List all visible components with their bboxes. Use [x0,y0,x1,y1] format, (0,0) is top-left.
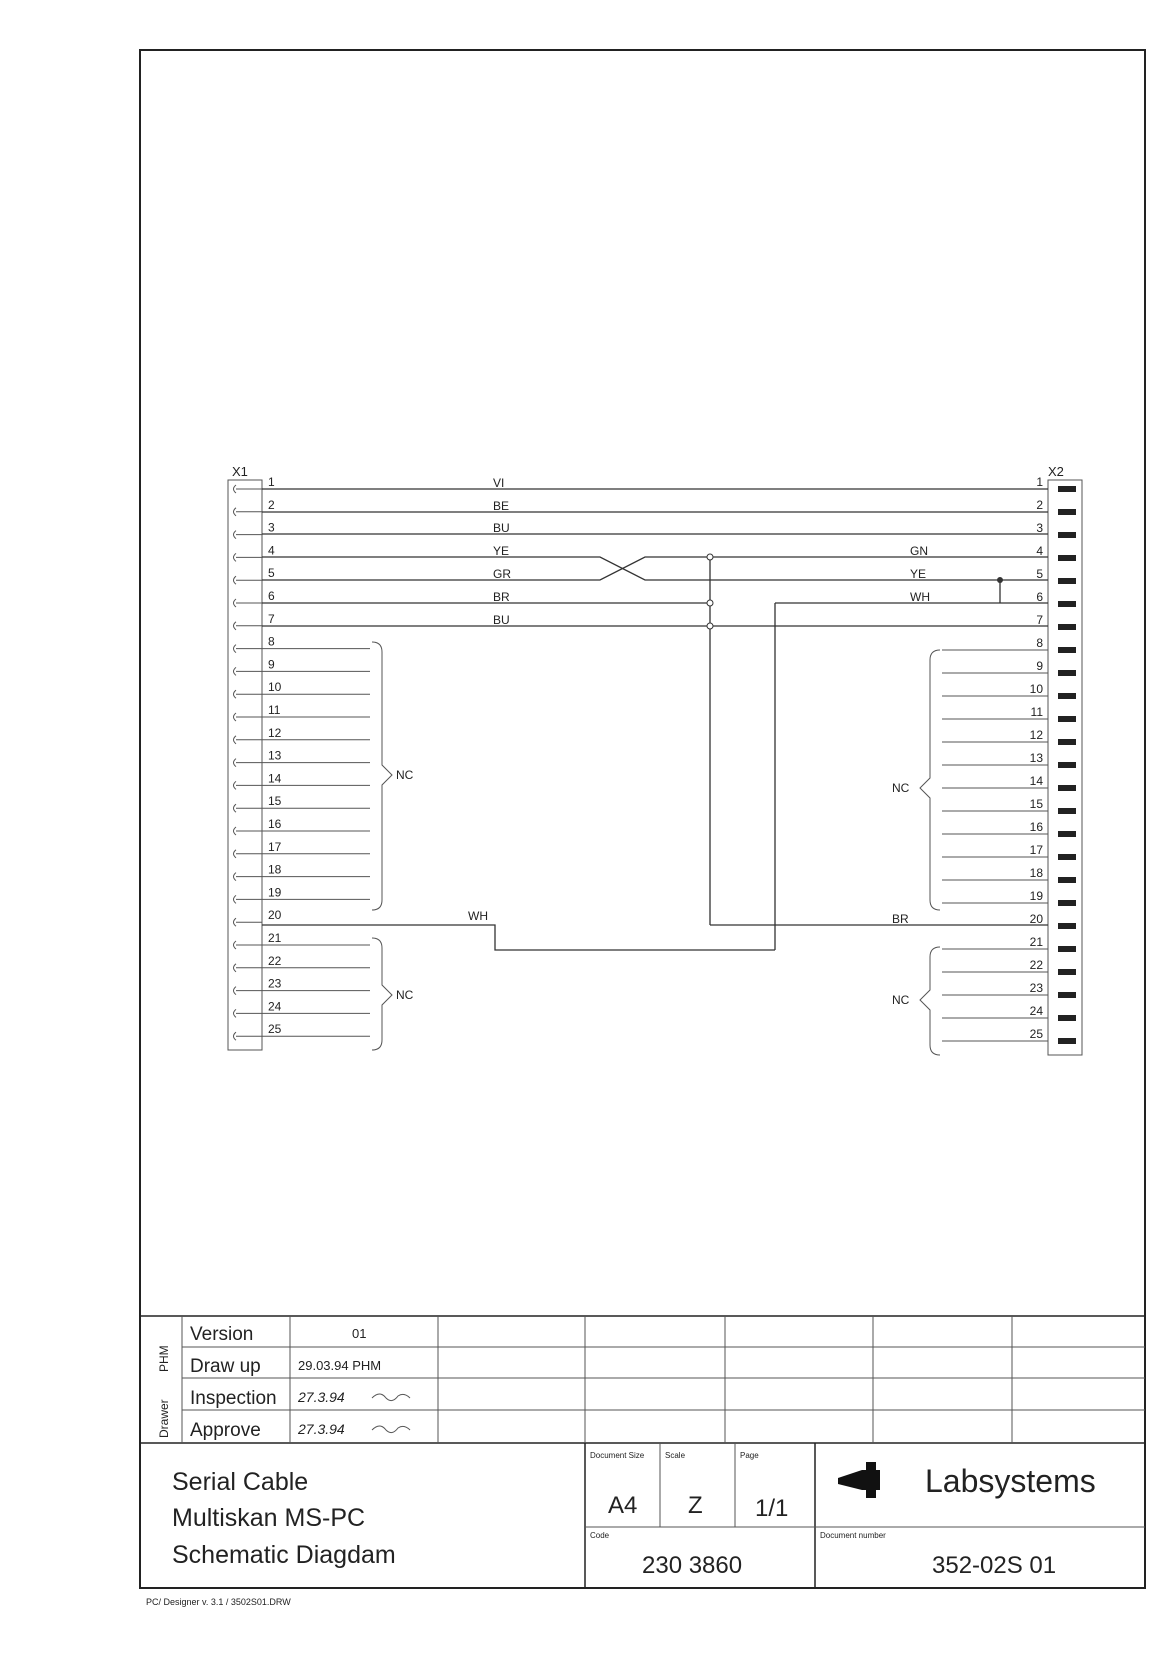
connector-x1-contact [234,759,237,767]
revision-value-approve: 27.3.94 [298,1421,345,1437]
connector-x2-pin-number: 18 [1029,866,1043,880]
connector-x1-pin-number: 23 [268,976,282,991]
connector-x1-pin-number: 6 [268,589,275,603]
wire-color-label: YE [910,567,927,581]
wire-pin-20-left [262,925,775,950]
connector-x2-contact [1058,486,1076,492]
connector-x2-contact [1058,532,1076,538]
connector-x1-pin-number: 24 [268,999,282,1014]
connector-x2-contact [1058,831,1076,837]
connector-x2-contact [1058,762,1076,768]
connector-x2-pin-number: 3 [1036,521,1043,535]
revision-value-version: 01 [352,1326,367,1341]
wire-color-label: WH [910,590,930,604]
nc-label: NC [892,781,910,795]
connector-x2-contact [1058,969,1076,975]
connector-x1-label: X1 [232,464,248,479]
connector-x2-pin-number: 21 [1029,935,1043,949]
connector-x2-contact [1058,670,1076,676]
connector-x1-pin-number: 7 [268,611,275,626]
wire-color-label: BU [493,613,510,627]
wire-color-label: YE [493,544,510,558]
connector-x1-contact [234,873,237,881]
connector-x1-pin-number: 20 [268,908,282,923]
connector-x2-contact [1058,946,1076,952]
nc-label: NC [396,988,414,1002]
doc-number-label: Document number [820,1531,886,1540]
connector-x2-pin-number: 13 [1029,751,1043,765]
wire-color-label: GR [493,567,511,581]
connector-x2-pin-number: 10 [1029,682,1043,696]
drawer-side-name: PHM [157,1345,171,1372]
wire-color-label: BR [493,590,510,604]
doc-number-value: 352-02S 01 [932,1552,1057,1579]
junction-dot [707,554,713,560]
connector-x1-pin-number: 17 [268,839,282,854]
connector-x1-contact [234,850,237,858]
connector-x2-contact [1058,877,1076,883]
wire-color-label: WH [468,909,488,923]
connector-x2-contact [1058,624,1076,630]
nc-brace-left-lower [372,938,392,1050]
connector-x2-pin-number: 15 [1029,797,1043,811]
connector-x1-contact [234,987,237,995]
connector-x2-contact [1058,716,1076,722]
drawing-frame [140,50,1145,1588]
connector-x2-pin-number: 5 [1036,567,1043,581]
connector-x2-contact [1058,923,1076,929]
connector-x2-contact [1058,1038,1076,1044]
labsystems-logo [838,1462,1096,1499]
connector-x1-pin-number: 8 [268,634,275,649]
connector-x1-pin-number: 10 [268,680,282,695]
connector-x2-pins [942,475,1076,1044]
wire-pin-5-gr [262,557,1048,580]
connector-x1-pin-number: 14 [268,771,282,786]
connector-x2-contact [1058,555,1076,561]
connector-x2-contact [1058,509,1076,515]
connector-x1-contact [234,485,237,493]
connector-x1-contact [234,622,237,630]
connector-x2-pin-number: 19 [1029,889,1043,903]
connector-x1-contact [234,964,237,972]
connector-x2-contact [1058,785,1076,791]
connector-x1-pin-number: 19 [268,885,282,900]
scale-label: Scale [665,1451,686,1460]
connector-x1-pin-number: 11 [268,703,281,717]
connector-x1-pins [234,475,371,1040]
wire-color-label: BU [493,521,510,535]
connector-x2-contact [1058,992,1076,998]
doc-size-value: A4 [608,1492,638,1519]
connector-x1-contact [234,531,237,539]
junction-dot [997,577,1003,583]
connector-x2-pin-number: 14 [1029,774,1043,788]
nc-brace-left-upper [372,642,392,910]
connector-x1-pin-number: 4 [268,543,275,558]
connector-x1-contact [234,1032,237,1040]
footer-designer-info: PC/ Designer v. 3.1 / 3502S01.DRW [146,1597,291,1607]
connector-x2-pin-number: 22 [1029,958,1043,972]
logo-mark-icon-bottom [866,1490,876,1498]
connector-x2-pin-number: 1 [1036,475,1043,489]
connector-x1-contact [234,667,237,675]
connector-x1-pin-number: 18 [268,862,282,877]
page-label: Page [740,1451,759,1460]
connector-x1-contact [234,553,237,561]
connector-x1-pin-number: 12 [268,725,282,740]
connector-x1-pin-number: 9 [268,657,275,672]
connector-x1-contact [234,918,237,926]
revision-label-version: Version [190,1324,254,1345]
connector-x1-body [228,480,262,1050]
connector-x2-pin-number: 12 [1029,728,1043,742]
revision-value-inspection: 27.3.94 [298,1389,345,1405]
wire-color-label: GN [910,544,928,558]
connector-x1-contact [234,736,237,744]
nc-label: NC [892,993,910,1007]
wire-color-label: VI [493,476,505,490]
drawing-title-line-1: Serial Cable [172,1468,309,1496]
wire-color-label: BE [493,499,510,513]
connector-x1-pin-number: 1 [268,475,275,489]
company-name: Labsystems [925,1463,1096,1499]
revision-label-draw-up: Draw up [190,1356,261,1377]
junction-dot [707,623,713,629]
connector-x2-contact [1058,808,1076,814]
connector-x2-pin-number: 7 [1036,613,1043,627]
connector-x1-contact [234,645,237,653]
nc-brace-right-upper [920,650,940,910]
connector-x1-pin-number: 25 [268,1022,282,1037]
code-value: 230 3860 [642,1552,743,1579]
connector-x2-pin-number: 23 [1029,981,1043,995]
nc-label: NC [396,768,414,782]
connector-x1-pin-number: 5 [268,566,275,581]
junction-dot [707,600,713,606]
code-label: Code [590,1531,610,1540]
connector-x2-pin-number: 8 [1036,636,1043,650]
connector-x2-contact [1058,647,1076,653]
connector-x1-contact [234,690,237,698]
connector-x2-pin-number: 2 [1036,498,1043,512]
revision-value-draw-up: 29.03.94 PHM [298,1358,382,1373]
drawer-side-label: Drawer [157,1399,171,1438]
wire-color-label: BR [892,912,909,926]
connector-x1-pin-number: 13 [268,748,282,763]
scale-value: Z [688,1492,703,1519]
connector-x1-pin-number: 3 [268,520,275,535]
logo-mark-icon-top [866,1462,876,1470]
wire-pin-4-ye [262,557,1048,580]
connector-x1-pin-number: 21 [268,931,282,945]
approve-signature [372,1426,410,1433]
connector-x1-contact [234,895,237,903]
drawing-title-line-2: Multiskan MS-PC [172,1504,366,1532]
connector-x2-contact [1058,854,1076,860]
logo-mark-icon [838,1470,880,1490]
connector-x1-contact [234,576,237,584]
revision-label-inspection: Inspection [190,1388,277,1409]
connector-x1-contact [234,827,237,835]
page-value: 1/1 [755,1495,789,1522]
connector-x2-label: X2 [1048,464,1064,479]
nc-brace-right-lower [920,947,940,1055]
connector-x1-contact [234,713,237,721]
connector-x1-pin-number: 16 [268,817,282,831]
connector-x2-pin-number: 17 [1029,843,1043,857]
drawing-title-line-3: Schematic Diagdam [172,1541,396,1569]
connector-x2-pin-number: 11 [1030,705,1043,719]
connector-x1-contact [234,599,237,607]
connector-x1-contact [234,1009,237,1017]
connector-x2-pin-number: 20 [1029,912,1043,926]
connector-x1-pin-number: 15 [268,794,282,809]
revision-label-approve: Approve [190,1420,261,1441]
connector-x2-contact [1058,578,1076,584]
connector-x1-pin-number: 22 [268,953,282,968]
connector-x2-pin-number: 4 [1036,544,1043,558]
connector-x1-contact [234,941,237,949]
connector-x2-contact [1058,900,1076,906]
connector-x2-contact [1058,1015,1076,1021]
inspection-signature [372,1394,410,1401]
connector-x2-pin-number: 25 [1029,1027,1043,1041]
connector-x2-pin-number: 9 [1036,659,1043,673]
connector-x2-pin-number: 24 [1029,1004,1043,1018]
connector-x2-contact [1058,693,1076,699]
doc-size-label: Document Size [590,1451,645,1460]
connector-x1-contact [234,508,237,516]
connector-x1-contact [234,804,237,812]
connector-x2-pin-number: 16 [1029,820,1043,834]
connector-x1-contact [234,781,237,789]
connector-x1-pin-number: 2 [268,497,275,512]
connector-x2-pin-number: 6 [1036,590,1043,604]
connector-x2-contact [1058,601,1076,607]
connector-x2-contact [1058,739,1076,745]
